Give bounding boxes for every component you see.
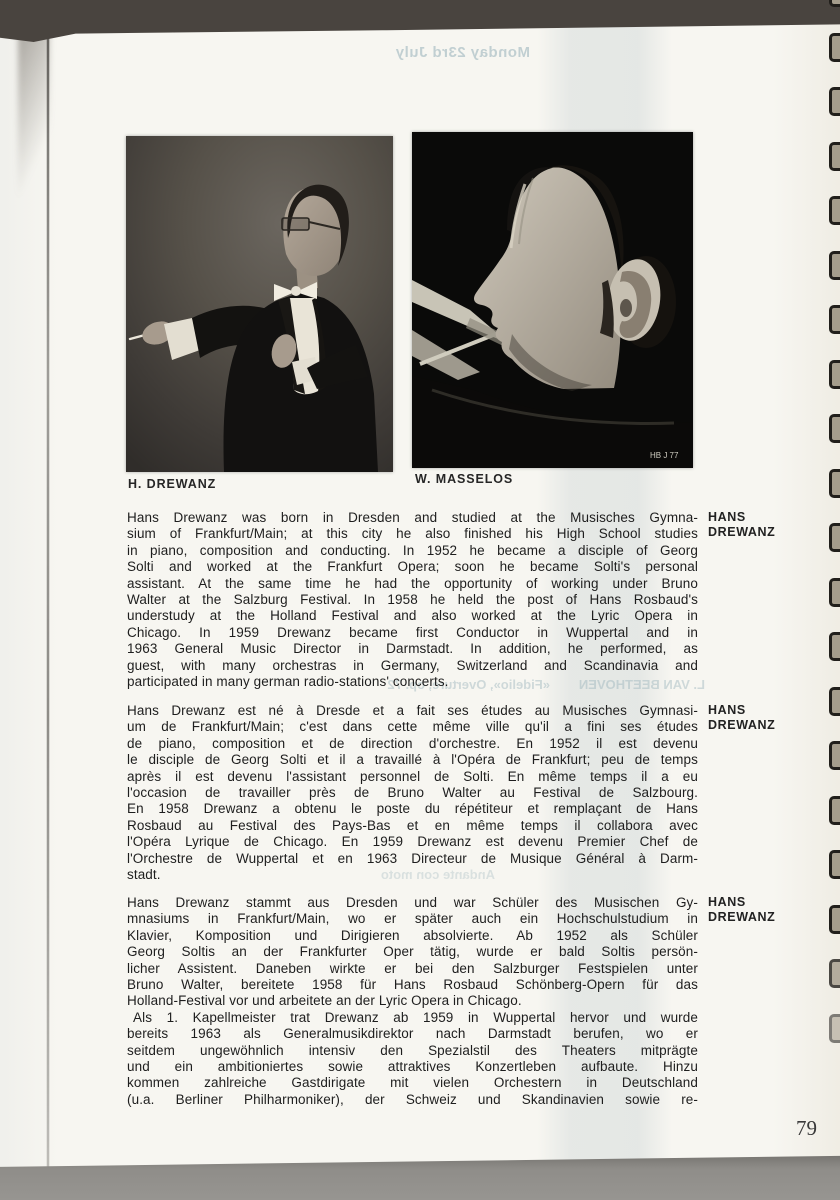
glasses-lens [282, 218, 309, 230]
text-line: l'Orchestre de Wuppertal et en 1963 Directeur de Musique Général à Darm- [127, 850, 698, 866]
text-line: Als 1. Kapellmeister trat Drewanz ab 1959 in Wuppertal hervor und wurde [133, 1009, 698, 1025]
margin-label-french [708, 703, 808, 733]
text-line: understudy at the Holland Festival and also worked at the Lyric Opera in [127, 608, 698, 624]
text-line: (u.a. Berliner Philharmoniker), der Schweiz und Skandinavien sowie re- [127, 1091, 698, 1107]
text-line: sium of Frankfurt/Main; at this city he also finished his High School studies [127, 526, 698, 542]
text-line: Bruno Walter, bereitete 1958 für Hans Rosbaud Schönberg-Opern für das [127, 976, 698, 992]
margin-label-line: DREWANZ [708, 525, 776, 539]
text-line: seitdem ungewöhnlich intensiv den Spezialstil des Theaters mitprägte [127, 1042, 698, 1058]
paragraph-lines [127, 510, 698, 690]
text-line: 1963 General Music Director in Darmstadt. In addition, he performed, as [127, 641, 698, 657]
bleed-through-text: Andante con moto [380, 867, 495, 882]
text-line: Walter at the Salzburg Festival. In 1958 he held the post of Hans Rosbaud's [127, 591, 698, 607]
margin-label-line: DREWANZ [708, 910, 776, 924]
margin-label-line: DREWANZ [708, 718, 776, 732]
margin-label-german [708, 895, 808, 925]
photo-caption-drewanz: H. DREWANZ [128, 477, 217, 491]
ear-canal [620, 299, 632, 317]
margin-label-line: HANS [708, 703, 746, 717]
paragraph-french [127, 703, 698, 883]
text-line: Solti and worked at the Frankfurt Opera; soon he became Solti's personal [127, 559, 698, 575]
page-number: 79 [796, 1116, 817, 1140]
text-line: kommen zahlreiche Gastdirigate mit vielen Orchestern in Deutschland [127, 1075, 698, 1091]
text-line: in piano, composition and conducting. In 1952 he became a disciple of Georg [127, 542, 698, 558]
text-line: um de Frankfurt/Main; c'est dans cette même ville qu'il a fini ses études [127, 719, 698, 735]
text-line: Hans Drewanz stammt aus Dresden und war Schüler des Musischen Gy- [127, 895, 698, 910]
spine-shadow [18, 30, 50, 200]
text-line: guest, with many orchestras in Germany, Switzerland and Scandinavia and [127, 657, 698, 673]
bleed-through-text: Monday 23rd July [395, 44, 530, 61]
text-line: Georg Soltis an der Frankfurter Oper tätig, wurde er bald Soltis persön- [127, 944, 698, 960]
bleed-through-text: L. VAN BEETHOVEN «Fidelio», Overture, op. 72 [387, 677, 705, 692]
text-line: l'occasion de travailler près de Bruno Walter au Festival de Salzbourg. [127, 784, 698, 800]
text-line: bereits 1963 als Generalmusikdirektor nach Darmstadt berufen, wo er [127, 1026, 698, 1042]
text-line: und ein ambitioniertes sowie attraktives Konzertleben aufbaute. Hinzu [127, 1058, 698, 1074]
margin-label-line: HANS [708, 510, 746, 524]
paragraph-german [127, 895, 698, 1108]
text-line: le disciple de Georg Solti et il a travaillé à l'Opéra de Frankfurt; peu de temps [127, 752, 698, 768]
photo-hans-drewanz [126, 136, 393, 472]
paragraph-lines [127, 703, 698, 883]
photo-credit-mark: HB J 77 [650, 451, 679, 460]
text-line: de piano, composition et de direction d'orchestre. En 1952 il est devenu [127, 735, 698, 751]
text-line: Rosbaud au Festival des Pays-Bas et en même temps il collabora avec [127, 817, 698, 833]
photo-william-masselos [412, 132, 693, 468]
spine-crease [47, 33, 49, 1174]
text-line: licher Assistent. Daneben wirkte er bei den Salzburger Festspielen unter [127, 960, 698, 976]
profile-portrait-illustration [412, 132, 693, 468]
text-line: Holland-Festival vor und arbeitete an der Lyric Opera in Chicago. [127, 993, 522, 1009]
conductor-portrait-illustration [126, 136, 393, 472]
text-line: Klavier, Komposition und Dirigieren absolvierte. Ab 1952 als Schüler [127, 927, 698, 943]
text-line: mnasiums in Frankfurt/Main, wo er später auch ein Hochschulstudium in [127, 911, 698, 927]
photo-caption-masselos: W. MASSELOS [415, 472, 514, 486]
text-line: stadt. [127, 866, 161, 882]
text-line: assistant. At the same time he had the opportunity of working under Bruno [127, 575, 698, 591]
text-line: participated in many german radio-stations' concerts. [127, 673, 449, 689]
text-line: après il est devenu l'assistant personnel de Solti. En même temps il a eu [127, 768, 698, 784]
margin-label-english [708, 510, 808, 540]
bow-tie-knot [291, 286, 301, 296]
paragraph-english [127, 510, 698, 690]
text-line: Hans Drewanz was born in Dresden and studied at the Musisches Gymna- [127, 510, 698, 525]
text-line: En 1958 Drewanz a obtenu le poste du répétiteur et remplaçant de Hans [127, 801, 698, 817]
text-line: Chicago. In 1959 Drewanz became first Conductor in Wuppertal and in [127, 624, 698, 640]
paragraph-lines [127, 895, 698, 1108]
text-line: Hans Drewanz est né à Dresde et a fait ses études au Musisches Gymnasi- [127, 703, 698, 718]
text-line: l'Opéra Lyrique de Chicago. En 1959 Drewanz est devenu Premier Chef de [127, 834, 698, 850]
margin-label-line: HANS [708, 895, 746, 909]
